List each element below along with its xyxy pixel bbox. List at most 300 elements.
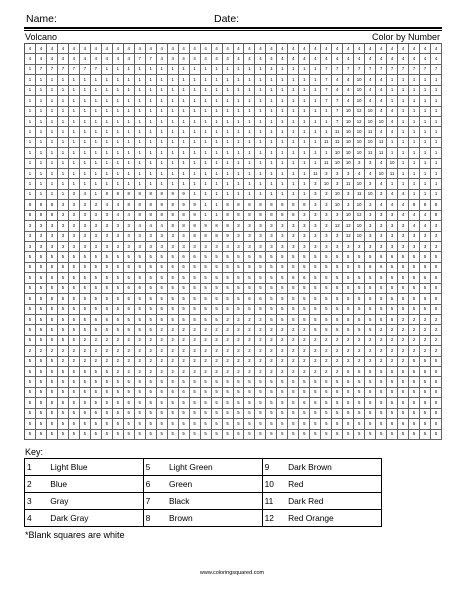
grid-cell[interactable]: 4 xyxy=(124,44,135,54)
grid-cell[interactable]: 1 xyxy=(58,117,69,127)
grid-cell[interactable]: 4 xyxy=(25,44,36,54)
grid-cell[interactable]: 1 xyxy=(212,179,223,189)
grid-cell[interactable]: 5 xyxy=(69,336,80,346)
grid-cell[interactable]: 4 xyxy=(124,211,135,221)
grid-cell[interactable]: 1 xyxy=(223,107,234,117)
grid-cell[interactable]: 3 xyxy=(332,242,343,252)
grid-cell[interactable]: 5 xyxy=(157,409,168,419)
grid-cell[interactable]: 4 xyxy=(36,44,47,54)
grid-cell[interactable]: 10 xyxy=(387,159,398,169)
grid-cell[interactable]: 5 xyxy=(277,419,288,429)
grid-cell[interactable]: 5 xyxy=(431,284,442,294)
grid-cell[interactable]: 1 xyxy=(201,65,212,75)
grid-cell[interactable]: 5 xyxy=(201,315,212,325)
grid-cell[interactable]: 1 xyxy=(190,190,201,200)
grid-cell[interactable]: 9 xyxy=(190,211,201,221)
grid-cell[interactable]: 3 xyxy=(25,221,36,231)
grid-cell[interactable]: 5 xyxy=(234,273,245,283)
grid-cell[interactable]: 6 xyxy=(102,315,113,325)
grid-cell[interactable]: 3 xyxy=(25,242,36,252)
grid-cell[interactable]: 12 xyxy=(332,221,343,231)
grid-cell[interactable]: 1 xyxy=(135,65,146,75)
grid-cell[interactable]: 3 xyxy=(102,242,113,252)
grid-cell[interactable]: 5 xyxy=(135,419,146,429)
grid-cell[interactable]: 9 xyxy=(168,190,179,200)
grid-cell[interactable]: 3 xyxy=(310,211,321,221)
grid-cell[interactable]: 5 xyxy=(25,294,36,304)
grid-cell[interactable]: 3 xyxy=(80,221,91,231)
grid-cell[interactable]: 3 xyxy=(288,242,299,252)
grid-cell[interactable]: 2 xyxy=(420,336,431,346)
grid-cell[interactable]: 5 xyxy=(409,284,420,294)
grid-cell[interactable]: 1 xyxy=(266,127,277,137)
grid-cell[interactable]: 1 xyxy=(58,107,69,117)
grid-cell[interactable]: 2 xyxy=(223,315,234,325)
grid-cell[interactable]: 5 xyxy=(201,377,212,387)
grid-cell[interactable]: 1 xyxy=(168,138,179,148)
grid-cell[interactable]: 5 xyxy=(321,325,332,335)
grid-cell[interactable]: 1 xyxy=(102,107,113,117)
grid-cell[interactable]: 3 xyxy=(223,242,234,252)
grid-cell[interactable]: 4 xyxy=(146,44,157,54)
grid-cell[interactable]: 3 xyxy=(234,242,245,252)
grid-cell[interactable]: 2 xyxy=(332,367,343,377)
grid-cell[interactable]: 2 xyxy=(212,346,223,356)
grid-cell[interactable]: 5 xyxy=(124,388,135,398)
grid-cell[interactable]: 5 xyxy=(36,398,47,408)
grid-cell[interactable]: 1 xyxy=(212,190,223,200)
grid-cell[interactable]: 5 xyxy=(266,430,277,440)
grid-cell[interactable]: 1 xyxy=(25,179,36,189)
grid-cell[interactable]: 5 xyxy=(321,252,332,262)
grid-cell[interactable]: 1 xyxy=(47,169,58,179)
grid-cell[interactable]: 5 xyxy=(113,273,124,283)
grid-cell[interactable]: 8 xyxy=(299,200,310,210)
grid-cell[interactable]: 1 xyxy=(266,86,277,96)
grid-cell[interactable]: 5 xyxy=(212,377,223,387)
grid-cell[interactable]: 4 xyxy=(398,54,409,64)
grid-cell[interactable]: 5 xyxy=(365,367,376,377)
grid-cell[interactable]: 5 xyxy=(69,252,80,262)
grid-cell[interactable]: 2 xyxy=(310,346,321,356)
grid-cell[interactable]: 5 xyxy=(420,357,431,367)
grid-cell[interactable]: 1 xyxy=(47,159,58,169)
grid-cell[interactable]: 1 xyxy=(255,138,266,148)
grid-cell[interactable]: 5 xyxy=(80,377,91,387)
grid-cell[interactable]: 5 xyxy=(310,263,321,273)
grid-cell[interactable]: 1 xyxy=(47,179,58,189)
grid-cell[interactable]: 1 xyxy=(190,75,201,85)
grid-cell[interactable]: 4 xyxy=(376,127,387,137)
grid-cell[interactable]: 1 xyxy=(431,86,442,96)
grid-cell[interactable]: 4 xyxy=(409,211,420,221)
grid-cell[interactable]: 1 xyxy=(135,96,146,106)
grid-cell[interactable]: 3 xyxy=(102,232,113,242)
grid-cell[interactable]: 1 xyxy=(146,159,157,169)
grid-cell[interactable]: 5 xyxy=(135,325,146,335)
grid-cell[interactable]: 8 xyxy=(146,211,157,221)
grid-cell[interactable]: 5 xyxy=(58,263,69,273)
grid-cell[interactable]: 2 xyxy=(124,336,135,346)
grid-cell[interactable]: 5 xyxy=(387,294,398,304)
grid-cell[interactable]: 5 xyxy=(168,305,179,315)
grid-cell[interactable]: 1 xyxy=(431,179,442,189)
grid-cell[interactable]: 5 xyxy=(36,357,47,367)
grid-cell[interactable]: 5 xyxy=(321,284,332,294)
grid-cell[interactable]: 1 xyxy=(420,179,431,189)
grid-cell[interactable]: 3 xyxy=(420,232,431,242)
grid-cell[interactable]: 4 xyxy=(343,75,354,85)
grid-cell[interactable]: 5 xyxy=(431,409,442,419)
grid-cell[interactable]: 7 xyxy=(387,65,398,75)
grid-cell[interactable]: 8 xyxy=(157,200,168,210)
grid-cell[interactable]: 4 xyxy=(299,54,310,64)
grid-cell[interactable]: 5 xyxy=(146,409,157,419)
grid-cell[interactable]: 4 xyxy=(321,44,332,54)
grid-cell[interactable]: 5 xyxy=(135,409,146,419)
grid-cell[interactable]: 5 xyxy=(47,398,58,408)
grid-cell[interactable]: 1 xyxy=(80,169,91,179)
grid-cell[interactable]: 3 xyxy=(376,211,387,221)
grid-cell[interactable]: 5 xyxy=(234,252,245,262)
grid-cell[interactable]: 5 xyxy=(398,409,409,419)
grid-cell[interactable]: 5 xyxy=(332,325,343,335)
grid-cell[interactable]: 1 xyxy=(91,107,102,117)
grid-cell[interactable]: 5 xyxy=(398,367,409,377)
grid-cell[interactable]: 2 xyxy=(135,336,146,346)
grid-cell[interactable]: 5 xyxy=(36,252,47,262)
grid-cell[interactable]: 7 xyxy=(321,96,332,106)
grid-cell[interactable]: 3 xyxy=(299,211,310,221)
grid-cell[interactable]: 6 xyxy=(135,284,146,294)
grid-cell[interactable]: 1 xyxy=(168,179,179,189)
grid-cell[interactable]: 8 xyxy=(234,211,245,221)
grid-cell[interactable]: 1 xyxy=(58,159,69,169)
grid-cell[interactable]: 3 xyxy=(332,232,343,242)
grid-cell[interactable]: 1 xyxy=(212,200,223,210)
grid-cell[interactable]: 5 xyxy=(354,273,365,283)
grid-cell[interactable]: 1 xyxy=(288,190,299,200)
grid-cell[interactable]: 5 xyxy=(190,273,201,283)
grid-cell[interactable]: 4 xyxy=(299,44,310,54)
grid-cell[interactable]: 5 xyxy=(80,388,91,398)
grid-cell[interactable]: 6 xyxy=(244,294,255,304)
grid-cell[interactable]: 5 xyxy=(58,430,69,440)
grid-cell[interactable]: 3 xyxy=(299,242,310,252)
grid-cell[interactable]: 4 xyxy=(288,54,299,64)
grid-cell[interactable]: 5 xyxy=(58,315,69,325)
grid-cell[interactable]: 10 xyxy=(343,211,354,221)
grid-cell[interactable]: 2 xyxy=(244,315,255,325)
grid-cell[interactable]: 2 xyxy=(157,367,168,377)
grid-cell[interactable]: 5 xyxy=(58,398,69,408)
grid-cell[interactable]: 8 xyxy=(135,211,146,221)
grid-cell[interactable]: 5 xyxy=(299,305,310,315)
grid-cell[interactable]: 5 xyxy=(354,325,365,335)
grid-cell[interactable]: 3 xyxy=(343,169,354,179)
grid-cell[interactable]: 5 xyxy=(190,398,201,408)
grid-cell[interactable]: 5 xyxy=(179,294,190,304)
grid-cell[interactable]: 4 xyxy=(387,54,398,64)
grid-cell[interactable]: 2 xyxy=(387,336,398,346)
grid-cell[interactable]: 5 xyxy=(310,325,321,335)
grid-cell[interactable]: 1 xyxy=(135,75,146,85)
grid-cell[interactable]: 5 xyxy=(212,273,223,283)
grid-cell[interactable]: 5 xyxy=(168,315,179,325)
grid-cell[interactable]: 5 xyxy=(47,336,58,346)
grid-cell[interactable]: 10 xyxy=(354,148,365,158)
grid-cell[interactable]: 3 xyxy=(310,242,321,252)
grid-cell[interactable]: 5 xyxy=(234,430,245,440)
grid-cell[interactable]: 1 xyxy=(255,96,266,106)
grid-cell[interactable]: 1 xyxy=(102,75,113,85)
grid-cell[interactable]: 1 xyxy=(288,86,299,96)
grid-cell[interactable]: 5 xyxy=(168,294,179,304)
grid-cell[interactable]: 5 xyxy=(190,263,201,273)
grid-cell[interactable]: 5 xyxy=(190,388,201,398)
grid-cell[interactable]: 5 xyxy=(146,430,157,440)
grid-cell[interactable]: 1 xyxy=(201,138,212,148)
grid-cell[interactable]: 5 xyxy=(102,430,113,440)
grid-cell[interactable]: 1 xyxy=(157,65,168,75)
grid-cell[interactable]: 3 xyxy=(244,242,255,252)
grid-cell[interactable]: 1 xyxy=(266,96,277,106)
grid-cell[interactable]: 5 xyxy=(365,388,376,398)
grid-cell[interactable]: 3 xyxy=(321,242,332,252)
grid-cell[interactable]: 4 xyxy=(113,200,124,210)
grid-cell[interactable]: 5 xyxy=(266,305,277,315)
grid-cell[interactable]: 5 xyxy=(223,294,234,304)
grid-cell[interactable]: 1 xyxy=(234,75,245,85)
grid-cell[interactable]: 8 xyxy=(190,232,201,242)
grid-cell[interactable]: 8 xyxy=(146,200,157,210)
grid-cell[interactable]: 3 xyxy=(113,232,124,242)
grid-cell[interactable]: 5 xyxy=(343,430,354,440)
grid-cell[interactable]: 4 xyxy=(409,221,420,231)
grid-cell[interactable]: 1 xyxy=(201,211,212,221)
grid-cell[interactable]: 3 xyxy=(69,211,80,221)
grid-cell[interactable]: 3 xyxy=(255,221,266,231)
grid-cell[interactable]: 1 xyxy=(277,159,288,169)
grid-cell[interactable]: 5 xyxy=(91,419,102,429)
grid-cell[interactable]: 11 xyxy=(332,138,343,148)
grid-cell[interactable]: 5 xyxy=(47,409,58,419)
grid-cell[interactable]: 5 xyxy=(47,284,58,294)
grid-cell[interactable]: 5 xyxy=(25,273,36,283)
grid-cell[interactable]: 5 xyxy=(332,409,343,419)
grid-cell[interactable]: 4 xyxy=(332,86,343,96)
grid-cell[interactable]: 5 xyxy=(234,284,245,294)
grid-cell[interactable]: 1 xyxy=(25,138,36,148)
grid-cell[interactable]: 5 xyxy=(244,388,255,398)
grid-cell[interactable]: 2 xyxy=(376,336,387,346)
grid-cell[interactable]: 3 xyxy=(157,242,168,252)
grid-cell[interactable]: 2 xyxy=(365,357,376,367)
grid-cell[interactable]: 2 xyxy=(277,367,288,377)
grid-cell[interactable]: 5 xyxy=(398,430,409,440)
grid-cell[interactable]: 2 xyxy=(387,325,398,335)
grid-cell[interactable]: 4 xyxy=(431,44,442,54)
grid-cell[interactable]: 2 xyxy=(168,367,179,377)
grid-cell[interactable]: 5 xyxy=(244,263,255,273)
grid-cell[interactable]: 5 xyxy=(431,305,442,315)
grid-cell[interactable]: 4 xyxy=(113,211,124,221)
grid-cell[interactable]: 5 xyxy=(36,284,47,294)
grid-cell[interactable]: 1 xyxy=(288,75,299,85)
grid-cell[interactable]: 8 xyxy=(168,200,179,210)
grid-cell[interactable]: 5 xyxy=(332,315,343,325)
grid-cell[interactable]: 5 xyxy=(255,263,266,273)
grid-cell[interactable]: 5 xyxy=(376,315,387,325)
grid-cell[interactable]: 1 xyxy=(255,159,266,169)
grid-cell[interactable]: 3 xyxy=(321,190,332,200)
grid-cell[interactable]: 3 xyxy=(47,232,58,242)
grid-cell[interactable]: 1 xyxy=(310,148,321,158)
grid-cell[interactable]: 3 xyxy=(398,232,409,242)
grid-cell[interactable]: 3 xyxy=(47,242,58,252)
grid-cell[interactable]: 5 xyxy=(420,294,431,304)
grid-cell[interactable]: 5 xyxy=(299,284,310,294)
grid-cell[interactable]: 2 xyxy=(409,315,420,325)
grid-cell[interactable]: 5 xyxy=(332,398,343,408)
grid-cell[interactable]: 5 xyxy=(69,367,80,377)
grid-cell[interactable]: 5 xyxy=(80,263,91,273)
grid-cell[interactable]: 7 xyxy=(321,75,332,85)
grid-cell[interactable]: 5 xyxy=(113,284,124,294)
grid-cell[interactable]: 1 xyxy=(124,179,135,189)
grid-cell[interactable]: 3 xyxy=(58,232,69,242)
grid-cell[interactable]: 5 xyxy=(47,263,58,273)
grid-cell[interactable]: 1 xyxy=(124,107,135,117)
grid-cell[interactable]: 1 xyxy=(36,169,47,179)
grid-cell[interactable]: 12 xyxy=(354,107,365,117)
grid-cell[interactable]: 2 xyxy=(157,336,168,346)
grid-cell[interactable]: 5 xyxy=(387,409,398,419)
grid-cell[interactable]: 1 xyxy=(244,75,255,85)
grid-cell[interactable]: 8 xyxy=(266,211,277,221)
grid-cell[interactable]: 5 xyxy=(321,398,332,408)
grid-cell[interactable]: 3 xyxy=(409,232,420,242)
grid-cell[interactable]: 2 xyxy=(354,336,365,346)
grid-cell[interactable]: 3 xyxy=(376,242,387,252)
grid-cell[interactable]: 5 xyxy=(431,388,442,398)
grid-cell[interactable]: 1 xyxy=(146,96,157,106)
grid-cell[interactable]: 1 xyxy=(69,159,80,169)
grid-cell[interactable]: 4 xyxy=(244,44,255,54)
grid-cell[interactable]: 1 xyxy=(234,96,245,106)
grid-cell[interactable]: 8 xyxy=(157,190,168,200)
grid-cell[interactable]: 1 xyxy=(244,96,255,106)
grid-cell[interactable]: 5 xyxy=(179,284,190,294)
grid-cell[interactable]: 5 xyxy=(354,305,365,315)
grid-cell[interactable]: 1 xyxy=(135,117,146,127)
grid-cell[interactable]: 5 xyxy=(168,273,179,283)
grid-cell[interactable]: 3 xyxy=(310,200,321,210)
grid-cell[interactable]: 4 xyxy=(36,54,47,64)
grid-cell[interactable]: 5 xyxy=(69,294,80,304)
grid-cell[interactable]: 5 xyxy=(201,388,212,398)
grid-cell[interactable]: 5 xyxy=(288,388,299,398)
grid-cell[interactable]: 5 xyxy=(179,305,190,315)
grid-cell[interactable]: 5 xyxy=(277,388,288,398)
grid-cell[interactable]: 5 xyxy=(354,315,365,325)
grid-cell[interactable]: 1 xyxy=(168,75,179,85)
grid-cell[interactable]: 1 xyxy=(255,179,266,189)
grid-cell[interactable]: 5 xyxy=(146,305,157,315)
grid-cell[interactable]: 5 xyxy=(321,273,332,283)
grid-cell[interactable]: 5 xyxy=(58,388,69,398)
grid-cell[interactable]: 5 xyxy=(201,409,212,419)
grid-cell[interactable]: 5 xyxy=(47,367,58,377)
grid-cell[interactable]: 5 xyxy=(190,409,201,419)
grid-cell[interactable]: 3 xyxy=(321,211,332,221)
grid-cell[interactable]: 1 xyxy=(25,107,36,117)
grid-cell[interactable]: 5 xyxy=(135,377,146,387)
grid-cell[interactable]: 3 xyxy=(376,190,387,200)
grid-cell[interactable]: 1 xyxy=(234,65,245,75)
grid-cell[interactable]: 5 xyxy=(80,284,91,294)
grid-cell[interactable]: 2 xyxy=(212,325,223,335)
grid-cell[interactable]: 5 xyxy=(25,430,36,440)
grid-cell[interactable]: 5 xyxy=(332,294,343,304)
grid-cell[interactable]: 2 xyxy=(376,325,387,335)
grid-cell[interactable]: 1 xyxy=(69,117,80,127)
grid-cell[interactable]: 1 xyxy=(420,75,431,85)
grid-cell[interactable]: 1 xyxy=(266,107,277,117)
grid-cell[interactable]: 1 xyxy=(36,75,47,85)
grid-cell[interactable]: 1 xyxy=(190,169,201,179)
grid-cell[interactable]: 8 xyxy=(168,211,179,221)
grid-cell[interactable]: 2 xyxy=(354,357,365,367)
grid-cell[interactable]: 1 xyxy=(25,86,36,96)
grid-cell[interactable]: 1 xyxy=(223,127,234,137)
grid-cell[interactable]: 5 xyxy=(212,315,223,325)
grid-cell[interactable]: 8 xyxy=(409,200,420,210)
grid-cell[interactable]: 12 xyxy=(354,211,365,221)
grid-cell[interactable]: 5 xyxy=(420,377,431,387)
grid-cell[interactable]: 4 xyxy=(244,54,255,64)
grid-cell[interactable]: 5 xyxy=(420,263,431,273)
grid-cell[interactable]: 2 xyxy=(146,357,157,367)
grid-cell[interactable]: 5 xyxy=(113,419,124,429)
grid-cell[interactable]: 7 xyxy=(146,54,157,64)
grid-cell[interactable]: 5 xyxy=(244,409,255,419)
grid-cell[interactable]: 3 xyxy=(299,232,310,242)
grid-cell[interactable]: 5 xyxy=(244,398,255,408)
grid-cell[interactable]: 2 xyxy=(398,315,409,325)
grid-cell[interactable]: 5 xyxy=(113,430,124,440)
grid-cell[interactable]: 5 xyxy=(409,357,420,367)
grid-cell[interactable]: 3 xyxy=(25,232,36,242)
grid-cell[interactable]: 1 xyxy=(255,107,266,117)
grid-cell[interactable]: 5 xyxy=(146,398,157,408)
grid-cell[interactable]: 5 xyxy=(365,325,376,335)
grid-cell[interactable]: 5 xyxy=(80,273,91,283)
grid-cell[interactable]: 1 xyxy=(190,86,201,96)
grid-cell[interactable]: 2 xyxy=(277,325,288,335)
grid-cell[interactable]: 5 xyxy=(201,252,212,262)
grid-cell[interactable]: 6 xyxy=(47,273,58,283)
grid-cell[interactable]: 5 xyxy=(266,263,277,273)
grid-cell[interactable]: 5 xyxy=(332,388,343,398)
grid-cell[interactable]: 10 xyxy=(354,232,365,242)
grid-cell[interactable]: 3 xyxy=(266,232,277,242)
grid-cell[interactable]: 5 xyxy=(25,325,36,335)
grid-cell[interactable]: 5 xyxy=(113,325,124,335)
grid-cell[interactable]: 5 xyxy=(223,377,234,387)
grid-cell[interactable]: 6 xyxy=(91,315,102,325)
grid-cell[interactable]: 4 xyxy=(69,44,80,54)
